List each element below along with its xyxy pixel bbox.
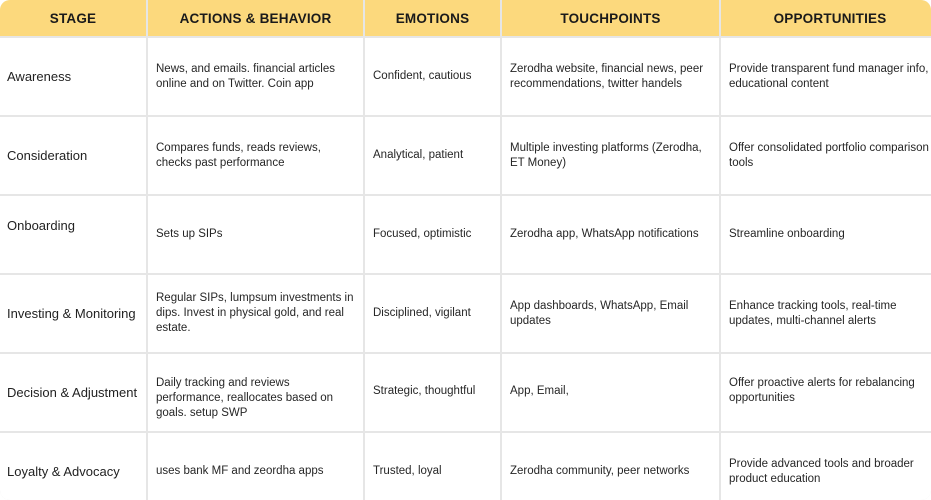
stage-cell: Consideration bbox=[0, 117, 146, 194]
actions-cell: Sets up SIPs bbox=[148, 196, 363, 273]
touchpoints-cell: Zerodha website, financial news, peer recommendations, twitter handels bbox=[502, 38, 719, 115]
actions-cell: Compares funds, reads reviews, checks past performance bbox=[148, 117, 363, 194]
emotions-cell: Analytical, patient bbox=[365, 117, 500, 194]
touchpoints-cell: Zerodha app, WhatsApp notifications bbox=[502, 196, 719, 273]
actions-cell: uses bank MF and zeordha apps bbox=[148, 433, 363, 500]
stage-cell: Loyalty & Advocacy bbox=[0, 433, 146, 500]
header-stage: STAGE bbox=[0, 0, 146, 36]
opportunities-cell: Enhance tracking tools, real-time updates, multi-channel alerts bbox=[721, 275, 931, 352]
header-opportunities: OPPORTUNITIES bbox=[721, 0, 931, 36]
stage-cell: Decision & Adjustment bbox=[0, 354, 146, 431]
emotions-cell: Trusted, loyal bbox=[365, 433, 500, 500]
touchpoints-cell: App, Email, bbox=[502, 354, 719, 431]
opportunities-cell: Offer consolidated portfolio comparison tools bbox=[721, 117, 931, 194]
stage-cell: Investing & Monitoring bbox=[0, 275, 146, 352]
opportunities-cell: Streamline onboarding bbox=[721, 196, 931, 273]
actions-cell: Regular SIPs, lumpsum investments in dips. Invest in physical gold, and real estate. bbox=[148, 275, 363, 352]
opportunities-cell: Provide advanced tools and broader product education bbox=[721, 433, 931, 500]
opportunities-cell: Provide transparent fund manager info, educational content bbox=[721, 38, 931, 115]
touchpoints-cell: App dashboards, WhatsApp, Email updates bbox=[502, 275, 719, 352]
header-actions: ACTIONS & BEHAVIOR bbox=[148, 0, 363, 36]
actions-cell: News, and emails. financial articles online and on Twitter. Coin app bbox=[148, 38, 363, 115]
touchpoints-cell: Zerodha community, peer networks bbox=[502, 433, 719, 500]
emotions-cell: Confident, cautious bbox=[365, 38, 500, 115]
stage-cell: Onboarding bbox=[0, 196, 146, 273]
touchpoints-cell: Multiple investing platforms (Zerodha, ET Money) bbox=[502, 117, 719, 194]
opportunities-cell: Offer proactive alerts for rebalancing opportunities bbox=[721, 354, 931, 431]
emotions-cell: Strategic, thoughtful bbox=[365, 354, 500, 431]
emotions-cell: Focused, optimistic bbox=[365, 196, 500, 273]
emotions-cell: Disciplined, vigilant bbox=[365, 275, 500, 352]
header-emotions: EMOTIONS bbox=[365, 0, 500, 36]
header-touchpoints: TOUCHPOINTS bbox=[502, 0, 719, 36]
actions-cell: Daily tracking and reviews performance, reallocates based on goals. setup SWP bbox=[148, 354, 363, 431]
stage-cell: Awareness bbox=[0, 38, 146, 115]
